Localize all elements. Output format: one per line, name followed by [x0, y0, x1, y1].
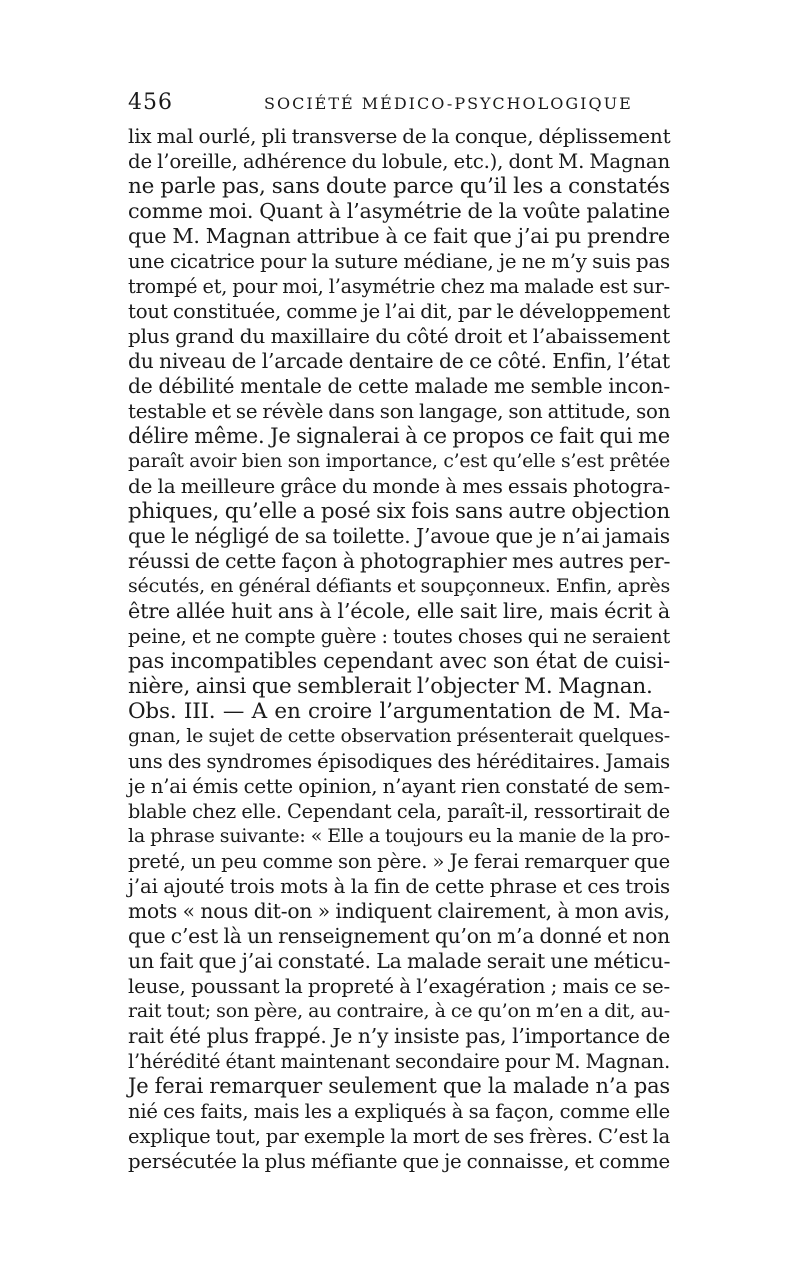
text-line: persécutée la plus méfiante que je connaisse, et comme — [128, 1150, 670, 1173]
text-line: uns des syndromes épisodiques des héréditaires. Jamais — [128, 750, 670, 773]
text-line: délire même. Je signalerai à ce propos ce fait qui me — [128, 424, 670, 448]
text-line: nière, ainsi que semblerait l’objecter M. Magnan. — [128, 674, 653, 699]
text-line: je n’ai émis cette opinion, n’ayant rien constaté de sem- — [128, 775, 670, 798]
text-line: de la meilleure grâce du monde à mes essais photogra- — [128, 474, 670, 498]
text-line: Je ferai remarquer seulement que la malade n’a pas — [128, 1074, 670, 1098]
text-line: ne parle pas, sans doute parce qu’il les a constatés — [128, 174, 670, 199]
text-line: gnan, le sujet de cette observation présenterait quelques- — [128, 725, 670, 747]
text-line: que M. Magnan attribue à ce fait que j’ai pu prendre — [128, 224, 670, 248]
text-line: un fait que j’ai constaté. La malade serait une méticu- — [128, 949, 671, 973]
text-line: la phrase suivante: « Elle a toujours eu la manie de la pro- — [128, 825, 670, 847]
text-line: plus grand du maxillaire du côté droit et l’abaissement — [128, 324, 670, 348]
text-line: une cicatrice pour la suture médiane, je ne m’y suis pas — [128, 250, 670, 273]
text-line: sécutés, en général défiants et soupçonneux. Enfin, après — [128, 575, 670, 597]
text-line: l’hérédité étant maintenant secondaire pour M. Magnan. — [128, 1050, 670, 1073]
text-line: nié ces faits, mais les a expliqués à sa façon, comme elle — [128, 1100, 670, 1123]
text-line: que c’est là un renseignement qu’on m’a donné et non — [128, 924, 670, 948]
text-line: trompé et, pour moi, l’asymétrie chez ma malade est sur- — [128, 275, 670, 298]
text-line: tout constituée, comme je l’ai dit, par le développement — [128, 300, 670, 323]
text-line: Obs. III. — A en croire l’argumentation de M. Ma- — [128, 699, 670, 724]
text-line: de débilité mentale de cette malade me semble incon- — [128, 374, 670, 398]
text-line: rait tout; son père, au contraire, à ce qu’on m’en a dit, au- — [128, 1000, 670, 1022]
page-header — [128, 88, 670, 118]
text-line: preté, un peu comme son père. » Je ferai remarquer que — [128, 850, 670, 873]
text-line: comme moi. Quant à l’asymétrie de la voûte palatine — [128, 199, 670, 223]
text-line: rait été plus frappé. Je n’y insiste pas, l’importance de — [128, 1024, 670, 1048]
text-line: lix mal ourlé, pli transverse de la conque, déplissement — [128, 124, 671, 148]
text-line: j’ai ajouté trois mots à la fin de cette phrase et ces trois — [128, 875, 670, 898]
running-head: SOCIÉTÉ MÉDICO-PSYCHOLOGIQUE — [264, 94, 633, 113]
page-number: 456 — [128, 90, 173, 115]
text-line: peine, et ne compte guère : toutes choses qui ne seraient — [128, 625, 670, 648]
text-line: pas incompatibles cependant avec son état de cuisi- — [128, 649, 670, 673]
text-line: mots « nous dit-on » indiquent clairement, à mon avis, — [128, 899, 670, 923]
text-line: que le négligé de sa toilette. J’avoue que je n’ai jamais — [128, 524, 670, 548]
text-line: être allée huit ans à l’école, elle sait lire, mais écrit à — [128, 599, 670, 623]
text-line: phiques, qu’elle a posé six fois sans autre objection — [128, 499, 671, 524]
text-line: testable et se révèle dans son langage, son attitude, son — [128, 400, 671, 423]
body-text — [128, 124, 670, 1174]
text-line: paraît avoir bien son importance, c’est qu’elle s’est prêtée — [128, 451, 670, 472]
text-line: blable chez elle. Cependant cela, paraît-il, ressortirait de — [128, 800, 670, 823]
text-line: explique tout, par exemple la mort de ses frères. C’est la — [128, 1125, 670, 1148]
text-line: du niveau de l’arcade dentaire de ce côté. Enfin, l’état — [128, 349, 670, 373]
text-line: de l’oreille, adhérence du lobule, etc.), dont M. Magnan — [128, 150, 670, 173]
text-line: leuse, poussant la propreté à l’exagération ; mais ce se- — [128, 975, 670, 998]
text-line: réussi de cette façon à photographier mes autres per- — [128, 549, 671, 573]
